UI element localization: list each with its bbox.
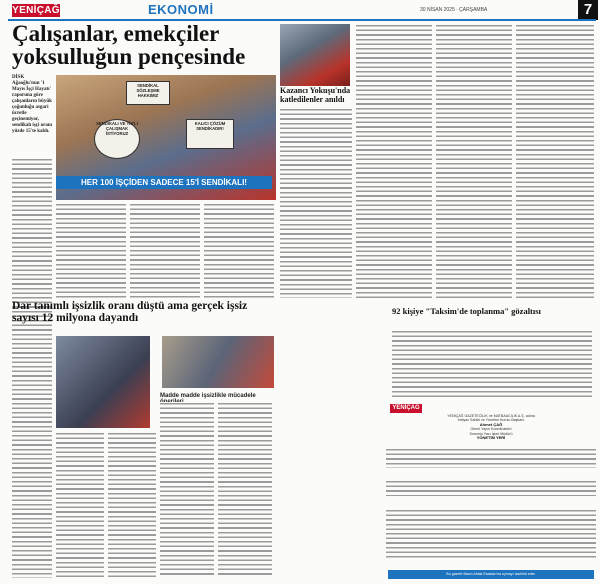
commemoration-photo (280, 24, 350, 86)
management-details (386, 448, 596, 468)
side-box-column-2 (218, 402, 272, 578)
right-story-body (280, 108, 352, 298)
main-body-column-4 (204, 203, 274, 298)
protest-sign-2: SENDİKALI VE TİS'Lİ ÇALIŞMAK İSTİYORUZ (94, 119, 140, 159)
newspaper-logo: YENİÇAĞ (12, 5, 60, 16)
editor-role: Sorumlu Yazı İşleri Müdürü (469, 431, 513, 436)
masthead (386, 414, 596, 493)
far-right-column-1 (356, 24, 432, 300)
secondary-body-column-1 (56, 432, 104, 578)
masthead-logo: YENİÇAĞ (390, 404, 422, 413)
management-title: YÖNETİM YERİ (476, 435, 506, 441)
right-story-headline: Kazancı Yokuşu'nda katledilenler anıldı (280, 86, 351, 104)
owner-name: Ahmet ÇAĞ (479, 421, 503, 427)
protest-sign-1: SENDİKAL SÖZLEŞME HAKKIMIZ (126, 81, 170, 105)
crowd-photo (162, 336, 274, 388)
protest-sign-3: KALICI ÇÖZÜM SENDİKADIR! (186, 119, 234, 149)
page-number: 7 (578, 0, 598, 20)
photo-banner: HER 100 İŞÇİDEN SADECE 15'İ SENDİKALI! (56, 176, 272, 189)
print-details (386, 480, 596, 496)
secondary-headline: Dar tanımlı işsizlik oranı düştü ama gerçek işsiz sayısı 12 milyona dayandı (12, 300, 248, 324)
main-lead: DİSK Ağaoğlu'nun '1 Mayıs İşçi Hayatı' raporuna göre çalışanların büyük çoğunluğu asgari ücretle geçinemiyor, sendikalı işçi oranı yüzde 15'te kaldı. (12, 75, 53, 134)
right-story-2-headline: 92 kişiye "Taksim'de toplanma" gözaltısı (392, 306, 541, 316)
owner-role: İmtiyaz Sahibi ve Yönetim Kurulu Başkanı (457, 418, 525, 423)
main-body-column-2 (56, 203, 126, 298)
dateline: 30 NİSAN 2025 · ÇARŞAMBA (420, 7, 488, 13)
publisher-line: YENİÇAĞ GAZETECİLİK ve MATBAACILIK A.Ş. adına (447, 414, 535, 418)
page-header (0, 0, 600, 20)
far-right-column-2 (436, 24, 512, 300)
distribution-details (386, 509, 596, 559)
main-body-column-1 (12, 158, 52, 578)
main-headline: Çalışanlar, emekçiler yoksulluğun pençesinde (12, 21, 246, 69)
section-title: EKONOMİ (148, 2, 214, 17)
far-right-column-3 (516, 24, 594, 300)
unemployment-photo (56, 336, 150, 428)
gm-role: Genel Yayın Koordinatörü (470, 427, 512, 432)
side-box-title: Madde madde işsizlikle mücadele (160, 393, 256, 399)
secondary-body-column-2 (108, 432, 156, 578)
main-body-column-3 (130, 203, 200, 298)
side-box-column-1 (160, 402, 214, 578)
footer-note: Bu gazete Basın Ahlak Esasları'na uymayı taahhüt eder. (388, 570, 594, 579)
right-story-2-body (392, 330, 592, 400)
